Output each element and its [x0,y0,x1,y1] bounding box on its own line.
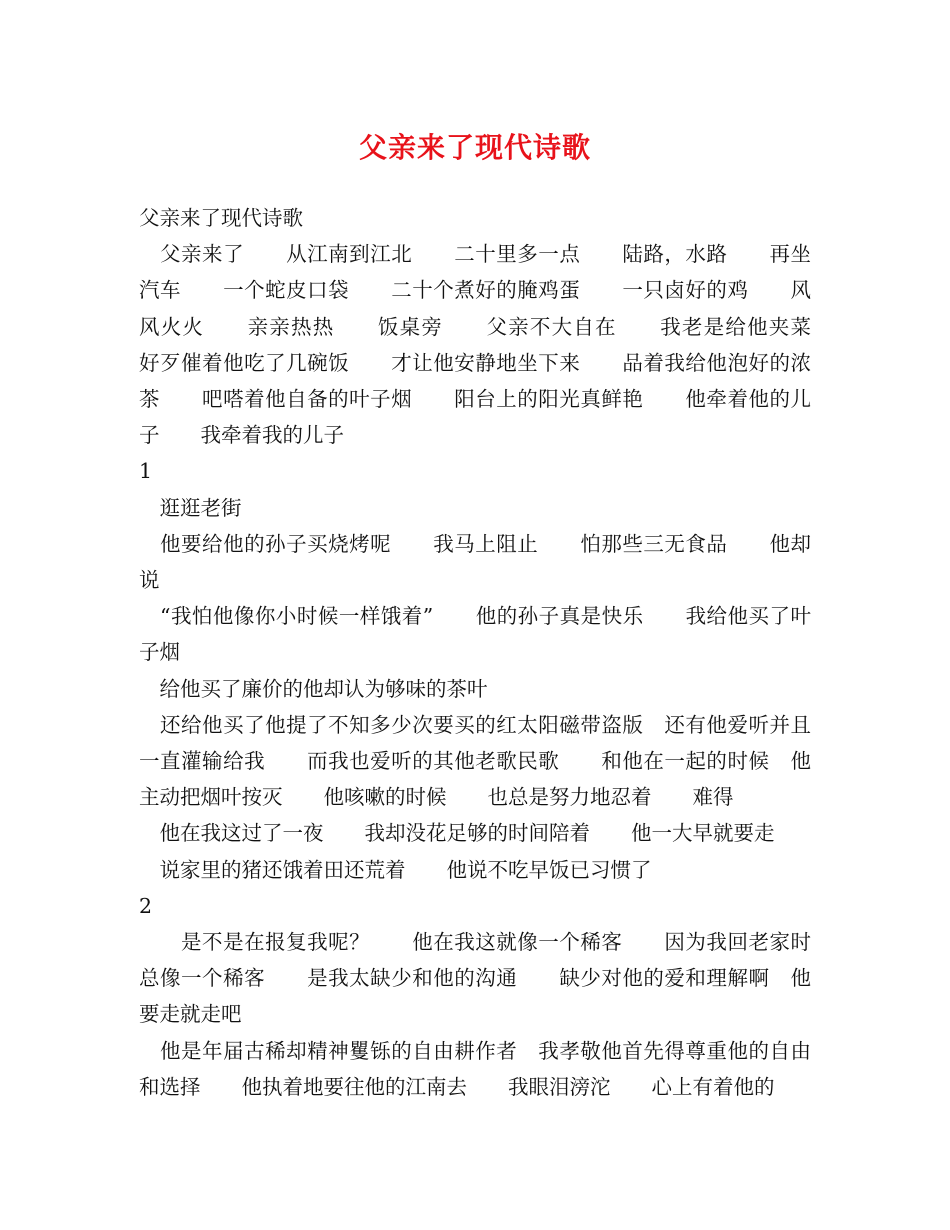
document-body [139,200,852,1105]
poem-paragraph: 还给他买了他提了不知多少次要买的红太阳磁带盗版 还有他爱听并且一直灌输给我 而我也爱听的其他老歌民歌 和他在一起的时候 他主动把烟叶按灭 他咳嗽的时候 也总是努力地忍着 难得 [139,712,811,810]
poem-paragraph: 给他买了廉价的他却认为够味的茶叶 [139,676,488,701]
poem-paragraph: 逛逛老街 [139,495,242,520]
poem-paragraph: 他要给他的孙子买烧烤呢 我马上阻止 怕那些三无食品 他却说 [139,531,811,593]
poem-paragraph: 他在我这过了一夜 我却没花足够的时间陪着 他一大早就要走 [139,821,775,846]
document-title: 父亲来了现代诗歌 [358,131,591,164]
poem-paragraph: 他是年届古稀却精神矍铄的自由耕作者 我孝敬他首先得尊重他的自由和选择 他执着地要往他的江南去 我眼泪滂沱 心上有着他的 [139,1038,811,1099]
section-number: 2 [139,893,153,918]
poem-paragraph: 说家里的猪还饿着田还荒着 他说不吃早饭已习惯了 [139,857,652,882]
poem-heading: 父亲来了现代诗歌 [139,206,303,230]
poem-paragraph: 是不是在报复我呢？ 他在我这就像一个稀客 因为我回老家时总像一个稀客 是我太缺少和他的沟通 缺少对他的爱和理解啊 他要走就走吧 [139,930,811,1027]
poem-paragraph: “我怕他像你小时候一样饿着” 他的孙子真是快乐 我给他买了叶子烟 [139,604,811,665]
poem-paragraph: 父亲来了 从江南到江北 二十里多一点 陆路，水路 再坐汽车 一个蛇皮口袋 二十个煮好的腌鸡蛋 一只卤好的鸡 风风火火 亲亲热热 饭桌旁 父亲不大自在 我老是给他夹菜 好歹催着他吃了几碗饭 才让他安静地坐下来 品着我给他泡好的浓茶 吧嗒着他自备的叶子烟 阳台上的阳光真鲜艳 他牵着他的儿子 我牵着我的儿子 [139,242,852,448]
section-number: 1 [139,459,153,484]
